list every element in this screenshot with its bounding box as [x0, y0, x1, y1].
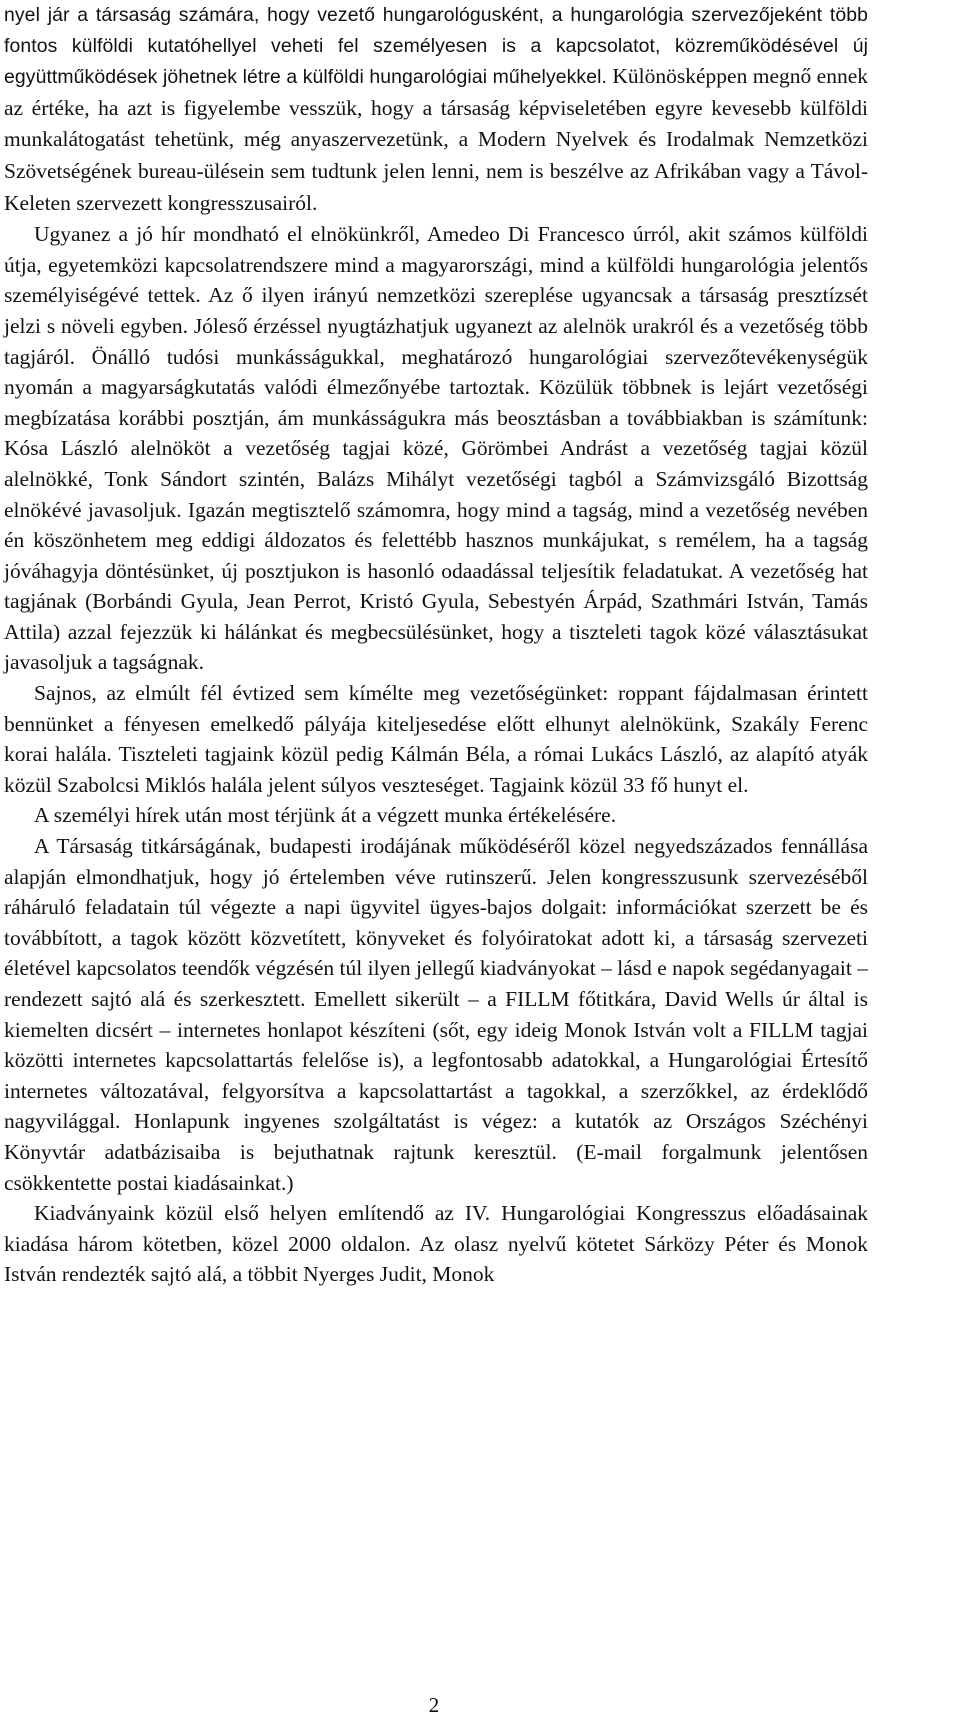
page-number: 2: [428, 1693, 440, 1717]
paragraph-4: A személyi hírek után most térjünk át a végzett munka értékelésére.: [34, 803, 617, 828]
document-page: [4, 0, 868, 1290]
paragraph-3: Sajnos, az elmúlt fél évtized sem kímélte meg vezetőségünket: roppant fájdalmasan érintett bennünket a fényesen emelkedő pályája kiteljesedése előtt elhunyt alelnökünk, Szakály Ferenc korai halála. Tiszteleti tagjaink közül pedig Kálmán Béla, a római Lukács László, az alapító atyák közül Szabolcsi Miklós halála jelent súlyos veszteséget. Tagjaink közül 33 fő hunyt el.: [4, 681, 868, 797]
paragraph-1: [4, 0, 868, 219]
paragraph-5: A Társaság titkárságának, budapesti irodájának működéséről közel negyedszázados fennállása alapján elmondhatjuk, hogy jó értelemben véve rutinszerű. Jelen kongresszusunk szervezéséből ráháruló feladatain túl végezte a napi ügyvitel ügyes-bajos dolgait: információkat szerzett be és továbbított, a tagok között közvetített, könyveket és folyóiratokat adott ki, a társaság szervezeti életével kapcsolatos teendők végzésén túl ilyen jellegű kiadványokat – lásd e napok segédanyagait – rendezett sajtó alá és szerkesztett. Emellett sikerült – a FILLM főtitkára, David Wells úr által is kiemelten dicsért – internetes honlapot készíteni (sőt, egy ideig Monok István volt a FILLM tagjai közötti internetes kapcsolattartás felelőse is), a legfontosabb adatokkal, a Hungarológiai Értesítő internetes változatával, felgyorsítva a kapcsolattartást a tagokkal, a szerzőkkel, az érdeklődő nagyvilággal. Honlapunk ingyenes szolgáltatást is végez: a kutatók az Országos Széchényi Könyvtár adatbázisaiba is bejuthatnak rajtunk keresztül. (E-mail forgalmunk jelentősen csökkentette postai kiadásainkat.): [4, 834, 868, 1195]
paragraph-1-sans-text: nyel jár a társaság számára, hogy vezető hungarológusként, a hungarológia szervezőjeként több fontos külföldi kutatóhellyel veheti fel személyesen is a kapcsolatot, közreműködésével új együttműködések jöhetnek létre a külföldi hungarológiai műhelyekkel.: [4, 4, 868, 89]
paragraph-2: Ugyanez a jó hír mondható el elnökünkről, Amedeo Di Francesco úrról, akit számos külföldi útja, egyetemközi kapcsolatrendszere mind a magyarországi, mind a külföldi hungarológia jelentős személyiségévé tettek. Az ő ilyen irányú nemzetközi szereplése ugyancsak a társaság presztízsét jelzi s növeli egyben. Jóleső érzéssel nyugtázhatjuk ugyanezt az alelnök urakról és a vezetőség több tagjáról. Önálló tudósi munkásságukkal, meghatározó hungarológiai szervezőtevékenységük nyomán a magyarságkutatás valódi élmezőnyébe tartoztak. Közülük többnek is lejárt vezetőségi megbízatása korábbi posztján, ám munkásságukra más beosztásban a továbbiakban is számítunk: Kósa László alelnököt a vezetőség tagjai közé, Görömbei Andrást a vezetőség tagjai közül alelnökké, Tonk Sándort szintén, Balázs Mihályt vezetőségi tagból a Számvizsgáló Bizottság elnökévé javasoljuk. Igazán megtisztelő számomra, hogy mind a tagság, mind a vezetőség nevében én köszönhetem meg eddigi áldozatos és felettébb hasznos munkájukat, s remélem, ha a tagság jóváhagyja döntésünket, új posztjukon is hasonló odaadással teljesítik feladatukat. A vezetőség hat tagjának (Borbándi Gyula, Jean Perrot, Kristó Gyula, Sebestyén Árpád, Szathmári István, Tamás Attila) azzal fejezzük ki hálánkat és megbecsülésünket, hogy a tiszteleti tagok közé választásukat javasoljuk a tagságnak.: [4, 222, 868, 675]
paragraph-6: Kiadványaink közül első helyen említendő az IV. Hungarológiai Kongresszus előadásainak kiadása három kötetben, közel 2000 oldalon. Az olasz nyelvű kötetet Sárközy Péter és Monok István rendezték sajtó alá, a többit Nyerges Judit, Monok: [4, 1201, 868, 1287]
paragraph-1-serif-text: Különösképpen megnő ennek az értéke, ha azt is figyelembe vesszük, hogy a társaság képviseletében egyre kevesebb külföldi munkalátogatást tehetünk, még anyaszervezetünk, a Modern Nyelvek és Irodalmak Nemzetközi Szövetségének bureau-ülésein sem tudtunk jelen lenni, nem is beszélve az Afrikában vagy a Távol-Keleten szervezett kongresszusairól.: [4, 64, 868, 215]
